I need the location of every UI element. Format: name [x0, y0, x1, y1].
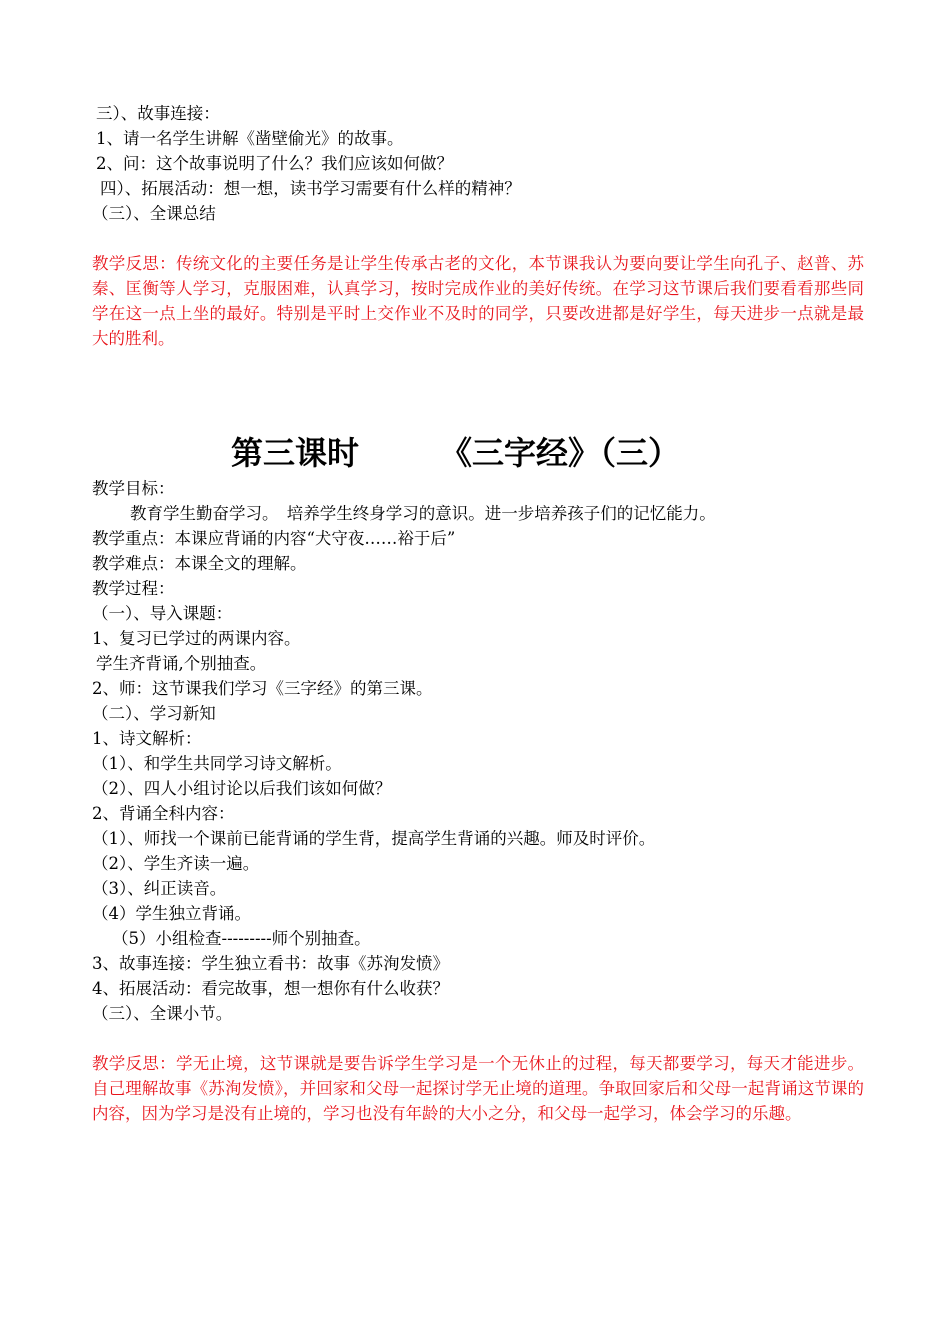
poem-analysis-heading: 1、诗文解析：	[92, 729, 202, 748]
extension-activity: 四）、拓展活动：想一想，读书学习需要有什么样的精神？	[100, 179, 521, 198]
story-link-heading: 三）、故事连接：	[96, 104, 220, 123]
recite-item: 学生齐背诵,个别抽查。	[96, 654, 267, 673]
story-item-1: 1、请一名学生讲解《凿壁偷光》的故事。	[96, 129, 404, 148]
recite-step-2: （2）、学生齐读一遍。	[92, 854, 260, 873]
teaching-reflection-1: 教学反思：传统文化的主要任务是让学生传承古老的文化，本节课我认为要向要让学生向孔子、赵普、苏秦、匡衡等人学习，克服困难，认真学习，按时完成作业的美好传统。在学习这节课后我们要看看那些同学在这一点上坐的最好。特别是平时上交作业不及时的同学，只要改进都是好学生，每天进步一点就是最大的胜利。	[92, 254, 864, 348]
story-item-2: 2、问：这个故事说明了什么？我们应该如何做？	[96, 154, 453, 173]
recite-step-5: （5）小组检查---------师个别抽查。	[112, 929, 371, 948]
summary-heading: （三）、全课总结	[92, 204, 216, 223]
book-title: 《三字经》（三）	[440, 434, 681, 472]
process-heading: 教学过程：	[92, 579, 175, 598]
teaching-reflection-2: 教学反思：学无止境，这节课就是要告诉学生学习是一个无休止的过程，每天都要学习，每天才能进步。自己理解故事《苏洵发愤》，并回家和父母一起探讨学无止境的道理。争取回家后和父母一起背诵这节课的内容，因为学习是没有止境的，学习也没有年龄的大小之分，和父母一起学习，体会学习的乐趣。	[92, 1054, 864, 1123]
step-new-knowledge: （二）、学习新知	[92, 704, 216, 723]
recite-heading: 2、背诵全科内容：	[92, 804, 235, 823]
objectives-heading: 教学目标：	[92, 479, 175, 498]
lesson-summary: （三）、全课小节。	[92, 1004, 233, 1023]
extension-activity-2: 4、拓展活动：看完故事，想一想你有什么收获？	[92, 979, 449, 998]
lesson-title	[0, 428, 950, 474]
recite-step-3: （3）、纠正读音。	[92, 879, 227, 898]
key-points: 教学重点：本课应背诵的内容“犬守夜……裕于后”	[92, 529, 456, 548]
objectives-text: 教育学生勤奋学习。 培养学生终身学习的意识。进一步培养孩子们的记忆能力。	[130, 504, 716, 523]
recite-step-4: （4）学生独立背诵。	[92, 904, 251, 923]
review-item: 1、复习已学过的两课内容。	[92, 629, 301, 648]
poem-analysis-2: （2）、四人小组讨论以后我们该如何做？	[92, 779, 392, 798]
difficult-points: 教学难点：本课全文的理解。	[92, 554, 307, 573]
story-connection: 3、故事连接：学生独立看书：故事《苏洵发愤》	[92, 954, 449, 973]
lesson-number: 第三课时	[231, 434, 360, 472]
poem-analysis-1: （1）、和学生共同学习诗文解析。	[92, 754, 342, 773]
step-intro: （一）、导入课题：	[92, 604, 233, 623]
recite-step-1: （1）、师找一个课前已能背诵的学生背，提高学生背诵的兴趣。师及时评价。	[92, 829, 656, 848]
teacher-intro: 2、师：这节课我们学习《三字经》的第三课。	[92, 679, 433, 698]
